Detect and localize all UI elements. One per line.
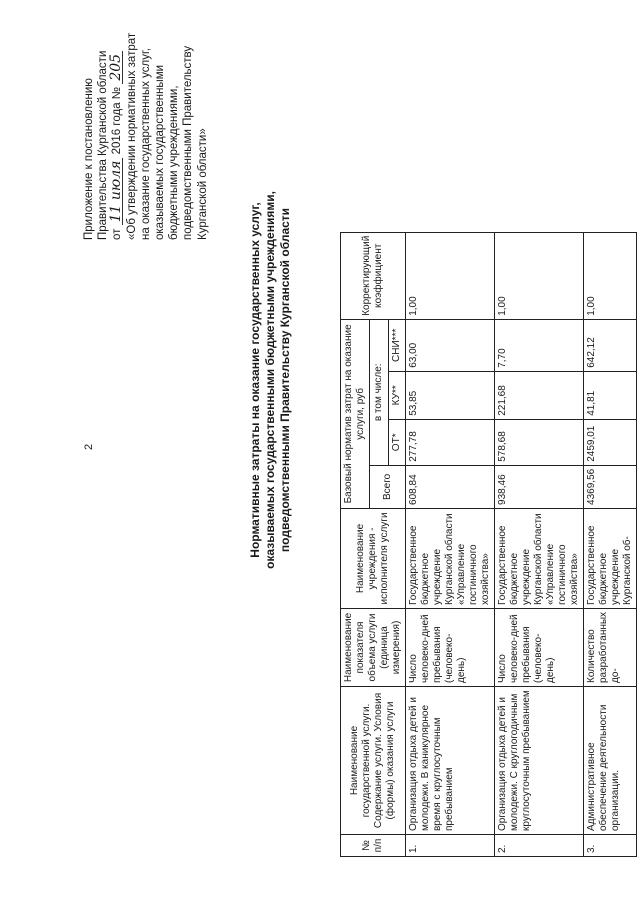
header-institution: Наименование учреждения - исполнителя услуги bbox=[341, 508, 406, 608]
cell-ot: 2459,01 bbox=[584, 419, 637, 465]
resolution-line-3: оказываемых государственными bbox=[154, 64, 167, 240]
table-row bbox=[406, 232, 495, 856]
cell-service: Административное обеспечение деятельности организации. bbox=[584, 687, 637, 835]
title-line-3: подведомственными Правительству Курганской области bbox=[278, 207, 292, 553]
cell-num: 2. bbox=[495, 835, 584, 857]
cell-institution: Государственное бюджетное учреждение Курганской области «Управление гостиничного хозяйства» bbox=[495, 508, 584, 608]
cell-indicator: Количество разработанных до- bbox=[584, 608, 637, 686]
appendix-line-1: Приложение к постановлению bbox=[83, 78, 95, 240]
cell-ku: 221,68 bbox=[495, 371, 584, 419]
cell-indicator: Число человеко-дней пребывания (человеко-день) bbox=[406, 608, 495, 686]
appendix-date-line bbox=[110, 33, 124, 240]
cell-indicator: Число человеко-дней пребывания (человеко-день) bbox=[495, 608, 584, 686]
table-row bbox=[495, 232, 584, 856]
cell-ku: 41,81 bbox=[584, 371, 637, 419]
cell-service: Организация отдыха детей и молодежи. В каникулярное время с круглосуточным пребыванием bbox=[406, 687, 495, 835]
cell-total: 938,46 bbox=[495, 465, 584, 508]
header-ku: КУ** bbox=[389, 371, 406, 419]
cell-ot: 578,68 bbox=[495, 419, 584, 465]
resolution-line-6: Курганской области» bbox=[196, 128, 209, 240]
date-prefix: от bbox=[111, 228, 124, 240]
cell-sni: 7,70 bbox=[495, 319, 584, 371]
cell-sni: 642,12 bbox=[584, 319, 637, 371]
header-ot: ОТ* bbox=[389, 419, 406, 465]
cell-ot: 277,78 bbox=[406, 419, 495, 465]
handwritten-number: 205 bbox=[110, 51, 123, 84]
cell-service: Организация отдыха детей и молодежи. С круглогодичным круглосуточным пребыванием bbox=[495, 687, 584, 835]
norms-table-wrapper bbox=[340, 232, 637, 857]
table-row bbox=[584, 232, 637, 856]
header-correction: Корректирующий коэффициент bbox=[341, 232, 406, 319]
resolution-line-1: «Об утверждении нормативных затрат bbox=[125, 32, 138, 240]
cell-sni: 63,00 bbox=[406, 319, 495, 371]
appendix-line-2: Правительства Курганской области bbox=[97, 50, 110, 240]
cell-institution: Государственное бюджетное учреждение Курганской об- bbox=[584, 508, 637, 608]
header-num: № п/п bbox=[341, 835, 406, 857]
cell-num: 1. bbox=[406, 835, 495, 857]
cell-correction: 1,00 bbox=[406, 232, 495, 319]
page-number: 2 bbox=[83, 443, 95, 450]
header-service: Наименование государственной услуги. Содержание услуги. Условия (формы) оказания услуги bbox=[341, 687, 406, 835]
cell-correction: 1,00 bbox=[495, 232, 584, 319]
header-sni: СНИ*** bbox=[389, 319, 406, 371]
header-including: в том числе: bbox=[370, 319, 389, 465]
date-year: 2016 года № bbox=[111, 86, 124, 155]
cell-correction: 1,00 bbox=[584, 232, 637, 319]
cell-total: 4369,56 bbox=[584, 465, 637, 508]
appendix-header bbox=[82, 33, 210, 240]
header-total: Всего bbox=[370, 465, 406, 508]
handwritten-date: 11 июля bbox=[110, 158, 123, 226]
header-indicator: Наименование показателя объема услуги (единица измерения) bbox=[341, 608, 406, 686]
cell-ku: 53,85 bbox=[406, 371, 495, 419]
title-line-2: оказываемых государственными бюджетными учреждениями, bbox=[263, 191, 277, 569]
document-title bbox=[248, 100, 293, 660]
resolution-line-5: подведомственными Правительству bbox=[182, 45, 195, 240]
resolution-line-4: бюджетными учреждениями, bbox=[168, 85, 181, 240]
cell-institution: Государственное бюджетное учреждение Курганской области «Управление гостиничного хозяйства» bbox=[406, 508, 495, 608]
cell-num: 3. bbox=[584, 835, 637, 857]
header-base-norm: Базовый норматив затрат на оказание услуги, руб bbox=[341, 319, 370, 508]
title-line-1: Нормативные затраты на оказание государственных услуг, bbox=[248, 202, 262, 558]
resolution-line-2: на оказание государственных услуг, bbox=[139, 47, 152, 240]
cell-total: 608,84 bbox=[406, 465, 495, 508]
norms-table bbox=[340, 232, 637, 857]
